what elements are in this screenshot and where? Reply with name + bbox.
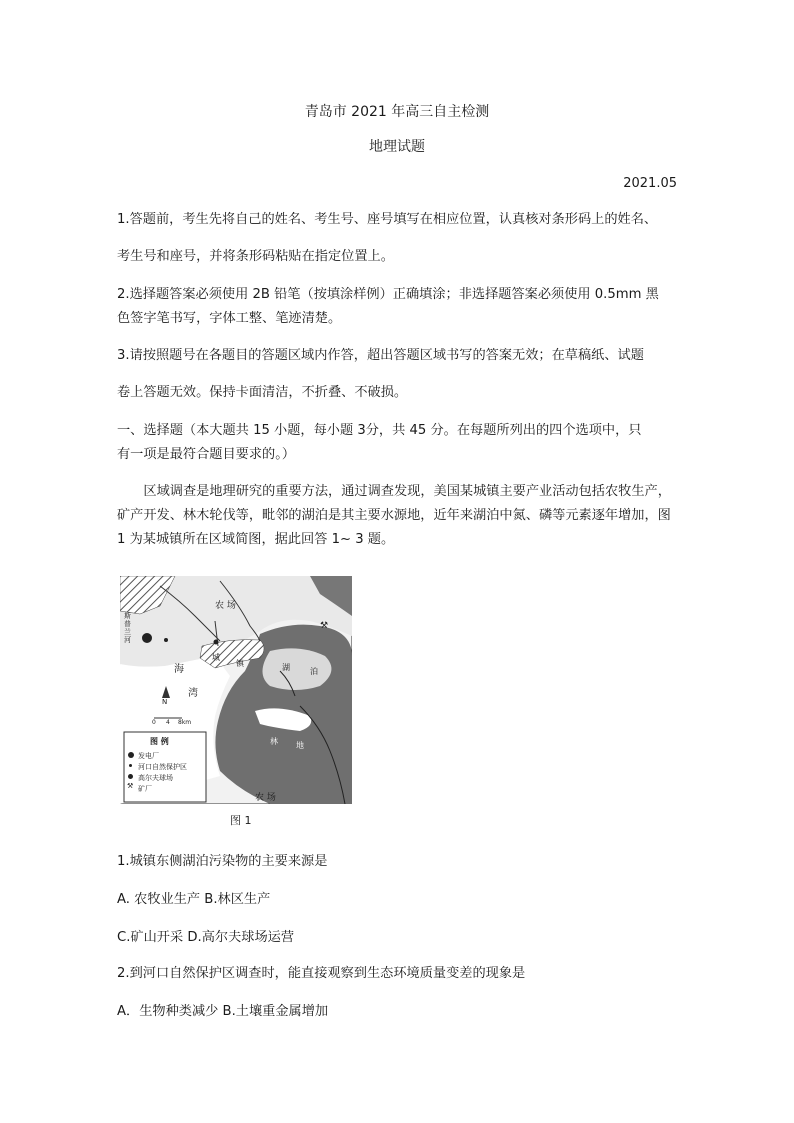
map-scale-0: 0 <box>152 719 156 726</box>
map-label-bay: 湾 <box>188 688 198 699</box>
legend-mine-icon: ⚒ <box>127 782 134 790</box>
map-scale-4: 4 <box>166 719 170 726</box>
legend-item-mine: 矿厂 <box>138 785 152 793</box>
exam-title: 青岛市 2021 年高三自主检测 <box>304 104 490 120</box>
region-map <box>120 576 352 804</box>
map-label-town-1: 城 <box>212 653 220 662</box>
legend-item-golf: 高尔夫球场 <box>138 774 173 782</box>
instruction-1-line-1: 1.答题前，考生先将自己的姓名、考生号、座号填写在相应位置，认真核对条形码上的姓名、 <box>117 212 658 227</box>
map-label-farm-south: 农 场 <box>255 793 276 803</box>
map-label-sea: 海 <box>174 664 184 675</box>
map-label-lake-2: 泊 <box>310 667 318 676</box>
question-1-stem: 1.城镇东侧湖泊污染物的主要来源是 <box>117 854 328 869</box>
golf-course-dot-icon <box>214 640 219 645</box>
legend-golf-icon <box>128 774 133 779</box>
map-label-farm-north: 农 场 <box>215 601 236 611</box>
map-label-river: 斯普兰河 <box>124 612 131 644</box>
legend-title: 图 例 <box>150 737 169 746</box>
legend-item-power-plant: 发电厂 <box>138 752 159 760</box>
question-1-options-cd: C.矿山开采 D.高尔夫球场运营 <box>117 930 294 945</box>
mine-icon: ⚒ <box>320 621 329 631</box>
lake-water <box>263 648 332 690</box>
instruction-1-line-2: 考生号和座号，并将条形码粘贴在指定位置上。 <box>117 249 394 264</box>
power-plant-icon <box>142 633 152 643</box>
map-label-lake-1: 湖 <box>282 663 290 672</box>
map-scale-8: 8km <box>178 719 192 726</box>
map-label-forest-2: 地 <box>296 741 304 750</box>
map-label-north: N <box>162 698 168 706</box>
passage-text: 区域调查是地理研究的重要方法，通过调查发现，美国某城镇主要产业活动包括农牧生产，矿产开发、林木轮伐等，毗邻的湖泊是其主要水源地，近年来湖泊中氮、磷等元素逐年增加，图 1 为某城镇所在区域简图，据此回答 1~ 3 题。 <box>117 484 671 547</box>
section-heading-line-2: 有一项是最符合题目要求的。） <box>117 447 296 462</box>
question-2-options-ab: A．生物种类减少 B.土壤重金属增加 <box>117 1004 329 1019</box>
map-label-town-2: 镇 <box>236 659 244 668</box>
question-2-stem: 2.到河口自然保护区调查时，能直接观察到生态环境质量变差的现象是 <box>117 966 526 981</box>
legend-reserve-icon <box>129 764 132 767</box>
legend-item-reserve: 河口自然保护区 <box>138 763 187 771</box>
exam-subtitle: 地理试题 <box>369 139 425 155</box>
map-label-forest-1: 林 <box>270 737 278 746</box>
exam-date: 2021.05 <box>623 176 677 191</box>
instruction-2-line-2: 色签字笔书写，字体工整、笔迹清楚。 <box>117 311 342 326</box>
instruction-3-line-1: 3.请按照题号在各题目的答题区域内作答，超出答题区域书写的答案无效；在草稿纸、试题 <box>117 348 644 363</box>
reserve-dot-icon <box>164 638 168 642</box>
section-heading-line-1: 一、选择题（本大题共 15 小题，每小题 3分，共 45 分。在每题所列出的四个选项中，只 <box>117 423 642 438</box>
question-1-options-ab: A. 农牧业生产 B.林区生产 <box>117 892 271 907</box>
instruction-2-line-1: 2.选择题答案必须使用 2B 铅笔（按填涂样例）正确填涂；非选择题答案必须使用 0.5mm 黑 <box>117 287 659 302</box>
instruction-3-line-2: 卷上答题无效。保持卡面清洁，不折叠、不破损。 <box>117 385 408 400</box>
figure-caption: 图 1 <box>230 814 252 827</box>
legend-power-plant-icon <box>128 752 134 758</box>
